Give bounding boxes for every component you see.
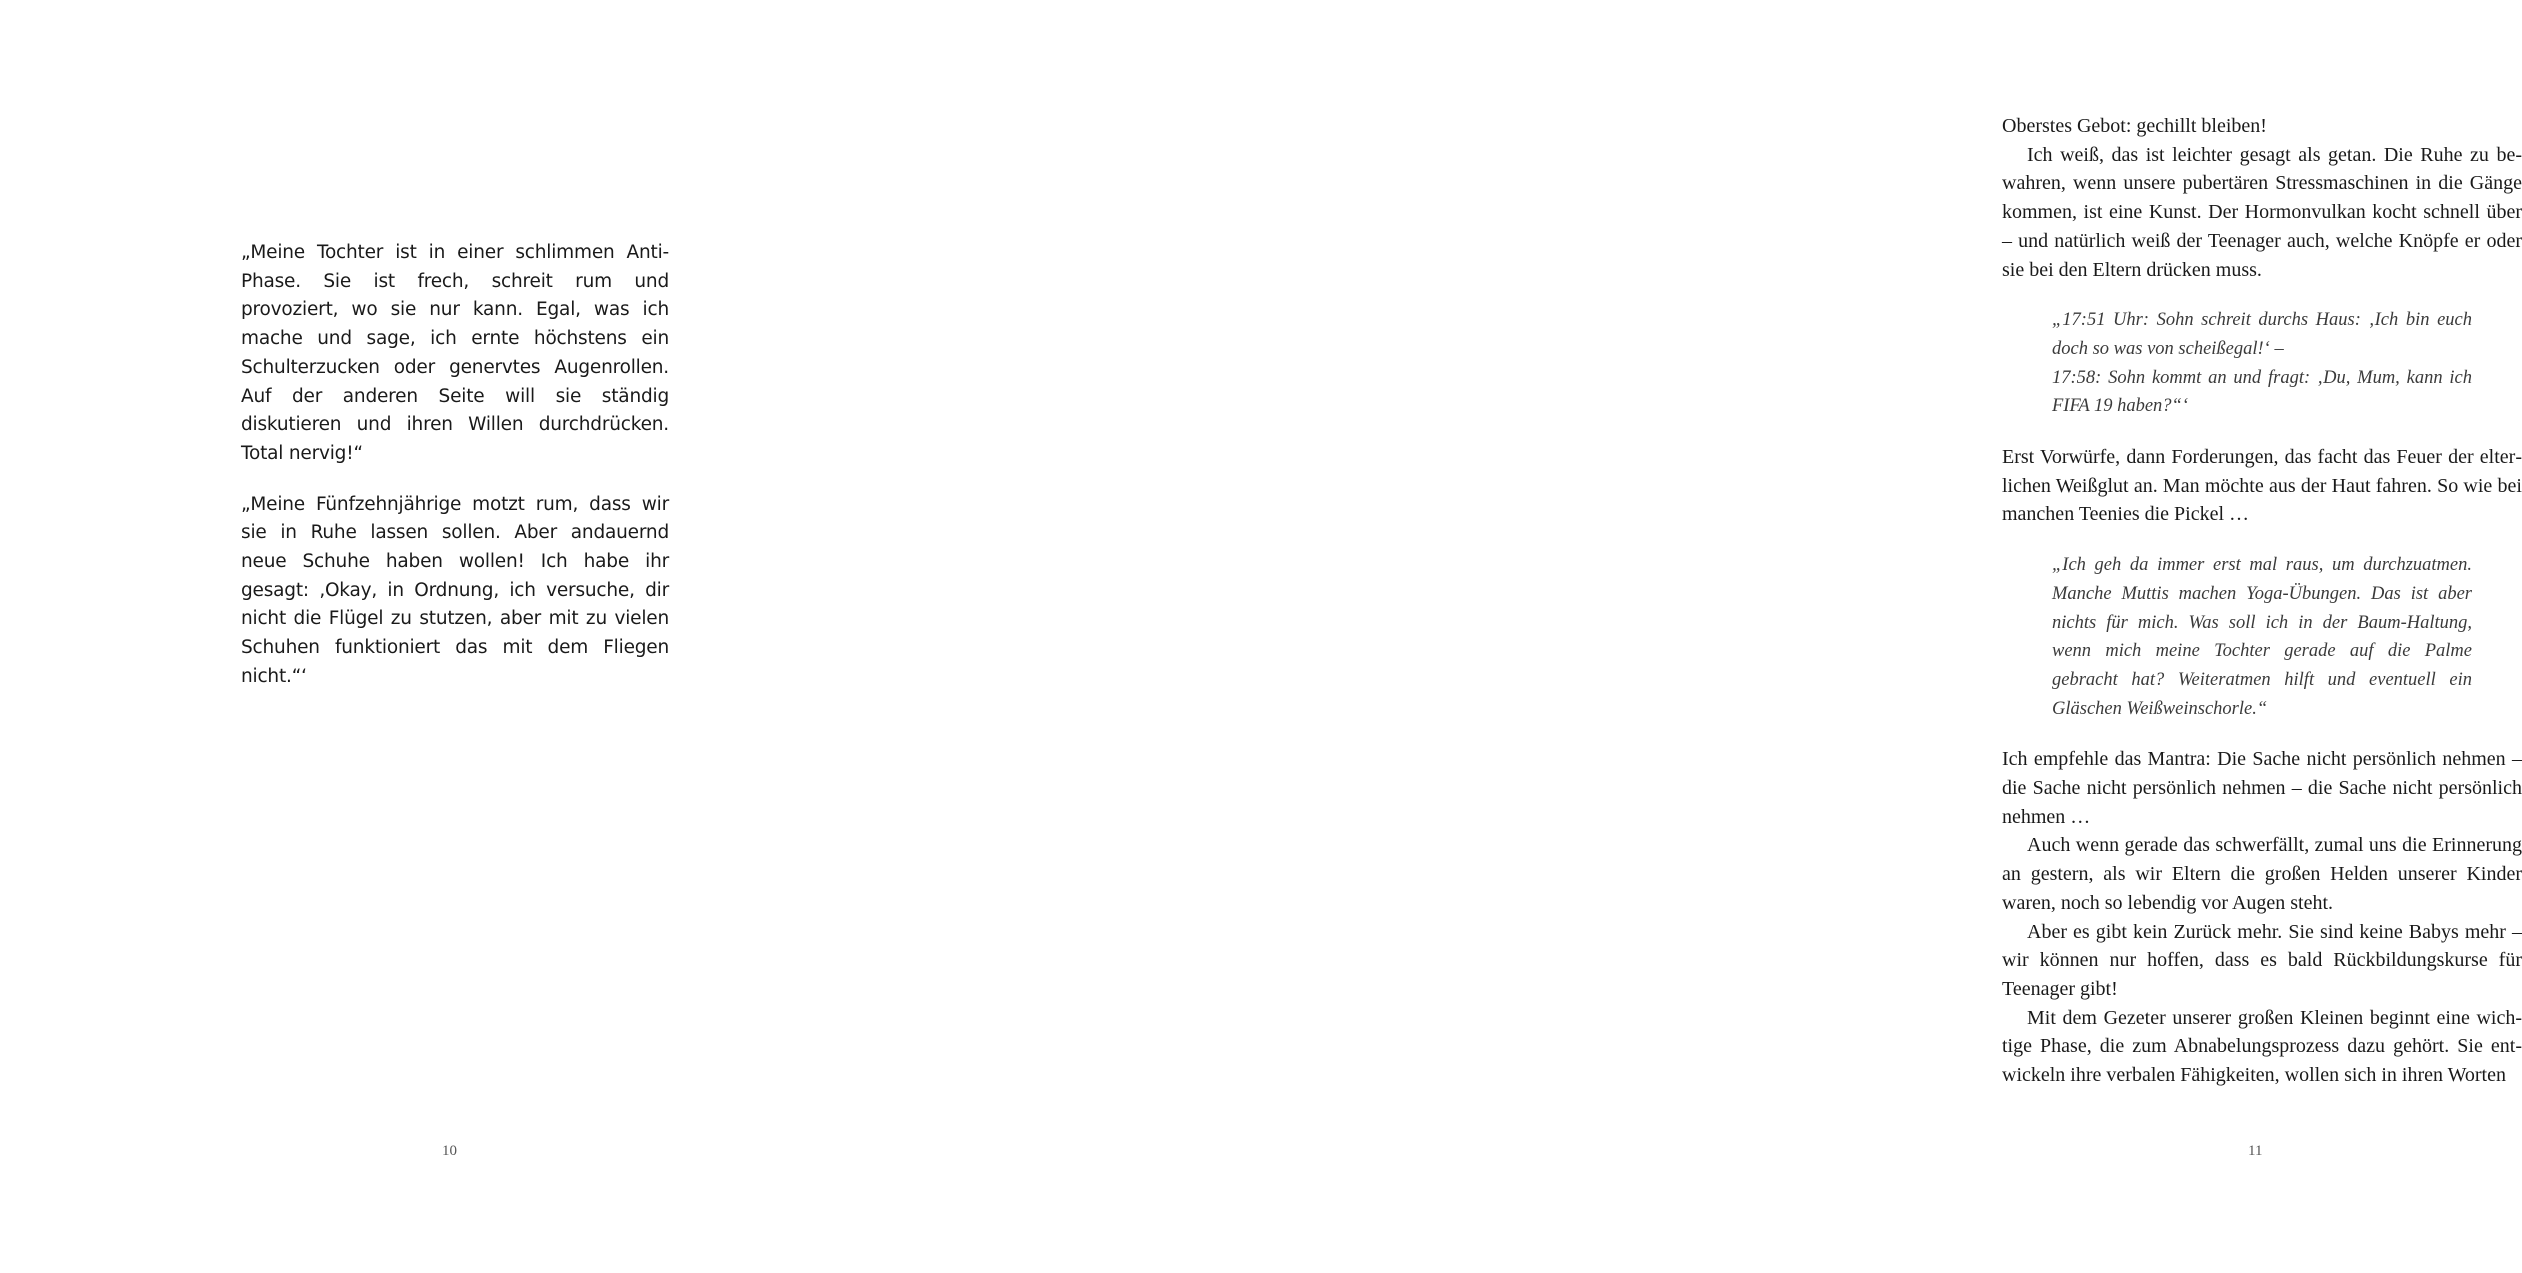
body-paragraph: Auch wenn gerade das schwerfällt, zumal uns die Erinnerung an gestern, als wir Eltern die großen Helden unserer Kinder waren, noch so lebendig vor Augen steht. [2002, 834, 2522, 914]
body-paragraph: Mit dem Gezeter unserer großen Kleinen beginnt eine wichtige Phase, die zum Abnabelungsprozess dazu gehört. Sie entwickeln ihre verbalen Fähigkeiten, wollen sich in ihren Worten [2002, 1006, 2522, 1087]
block-quote-line: 17:58: Sohn kommt an und fragt: ‚Du, Mum, kann ich FIFA 19 haben?“‘ [2052, 367, 2472, 417]
body-text [2002, 112, 2522, 1090]
parent-quotes [241, 239, 669, 714]
body-paragraph: Erst Vorwürfe, dann Forderungen, das facht das Feuer der elterlichen Weißglut an. Man möchte aus der Haut fahren. So wie bei manchen Teenies die Pickel … [2002, 446, 2522, 526]
block-quote-line: „17:51 Uhr: Sohn schreit durchs Haus: ‚Ich bin euch doch so was von scheißegal!‘ – [2052, 310, 2472, 359]
body-paragraph: Oberstes Gebot: gechillt bleiben! [2002, 115, 2267, 137]
block-quote-text: „Ich geh da immer erst mal raus, um durchzuatmen. Manche Muttis machen Yoga-Übungen. Das ist aber nichts für mich. Was soll ich in der Baum-Haltung, wenn mich meine Tochter gerade auf die Palme gebracht hat? Weiteratmen hilft und eventuell ein Gläschen Weißweinschorle.“ [2052, 555, 2472, 719]
body-paragraph: Ich weiß, das ist leichter gesagt als getan. Die Ruhe zu bewahren, wenn unsere pubertären Stressmaschinen in die Gänge kommen, ist eine Kunst. Der Hormonvulkan kocht schnell über – und natürlich weiß der Teenager auch, welche Knöpfe er oder sie bei den Eltern drücken muss. [2002, 143, 2522, 281]
left-page [0, 0, 900, 1273]
body-paragraph: Aber es gibt kein Zurück mehr. Sie sind keine Babys mehr – wir können nur hoffen, dass es bald Rückbildungskurse für Teenager gibt! [2002, 920, 2522, 1000]
page-number: 10 [442, 1143, 457, 1159]
quote-paragraph: „Meine Tochter ist in einer schlimmen Anti-Phase. Sie ist frech, schreit rum und provoziert, wo sie nur kann. Egal, was ich mache und sage, ich ernte höchstens ein Schulterzucken oder genervtes Augenrollen. Auf der anderen Seite will sie ständig diskutieren und ihren Willen durchdrücken. Total nervig!“ [241, 242, 669, 464]
body-paragraph: Ich empfehle das Mantra: Die Sache nicht persönlich nehmen – die Sache nicht persönlich nehmen – die Sache nicht persönlich nehmen … [2002, 748, 2522, 828]
right-page [900, 0, 2522, 1273]
page-number: 11 [2248, 1143, 2263, 1159]
block-quote [2052, 306, 2472, 421]
block-quote [2052, 551, 2472, 723]
quote-paragraph: „Meine Fünfzehnjährige motzt rum, dass wir sie in Ruhe lassen sollen. Aber andauernd neue Schuhe haben wollen! Ich habe ihr gesagt: ‚Okay, in Ordnung, ich versuche, dir nicht die Flügel zu stutzen, aber mit zu vielen Schuhen funktioniert das mit dem Fliegen nicht.“‘ [241, 493, 669, 687]
